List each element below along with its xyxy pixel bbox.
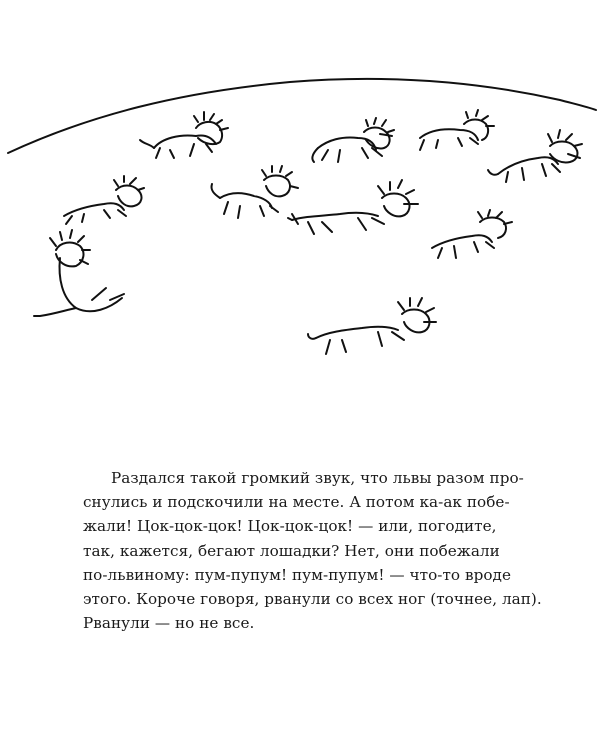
paragraph-line: так, кажется, бегают лошадки? Нет, они побежали [83,541,500,560]
lion-figure [140,112,228,158]
hill-horizon-line [8,79,596,153]
lion-figure [488,130,582,182]
lion-figure [34,230,124,316]
lion-figure [64,176,144,224]
lion-figure [211,166,298,218]
lion-figure [432,210,512,258]
paragraph-line: Раздался такой громкий звук, что львы разом про- [111,469,524,487]
lion-figure [288,180,418,234]
lion-figure [308,298,436,354]
paragraph-line: этого. Короче говоря, рванули со всех ног (точнее, лап). [83,590,542,609]
story-paragraph [83,466,583,635]
lion-figure [420,110,494,150]
lion-figure [312,118,394,162]
paragraph-line: жали! Цок-цок-цок! Цок-цок-цок! — или, погодите, [83,517,497,536]
paragraph-line: по-львиному: пум-пупум! пум-пупум! — что-то вроде [83,565,511,584]
paragraph-line: снулись и подскочили на месте. А потом ка-ак побе- [83,493,510,512]
paragraph-line: Рванули — но не все. [83,614,255,633]
